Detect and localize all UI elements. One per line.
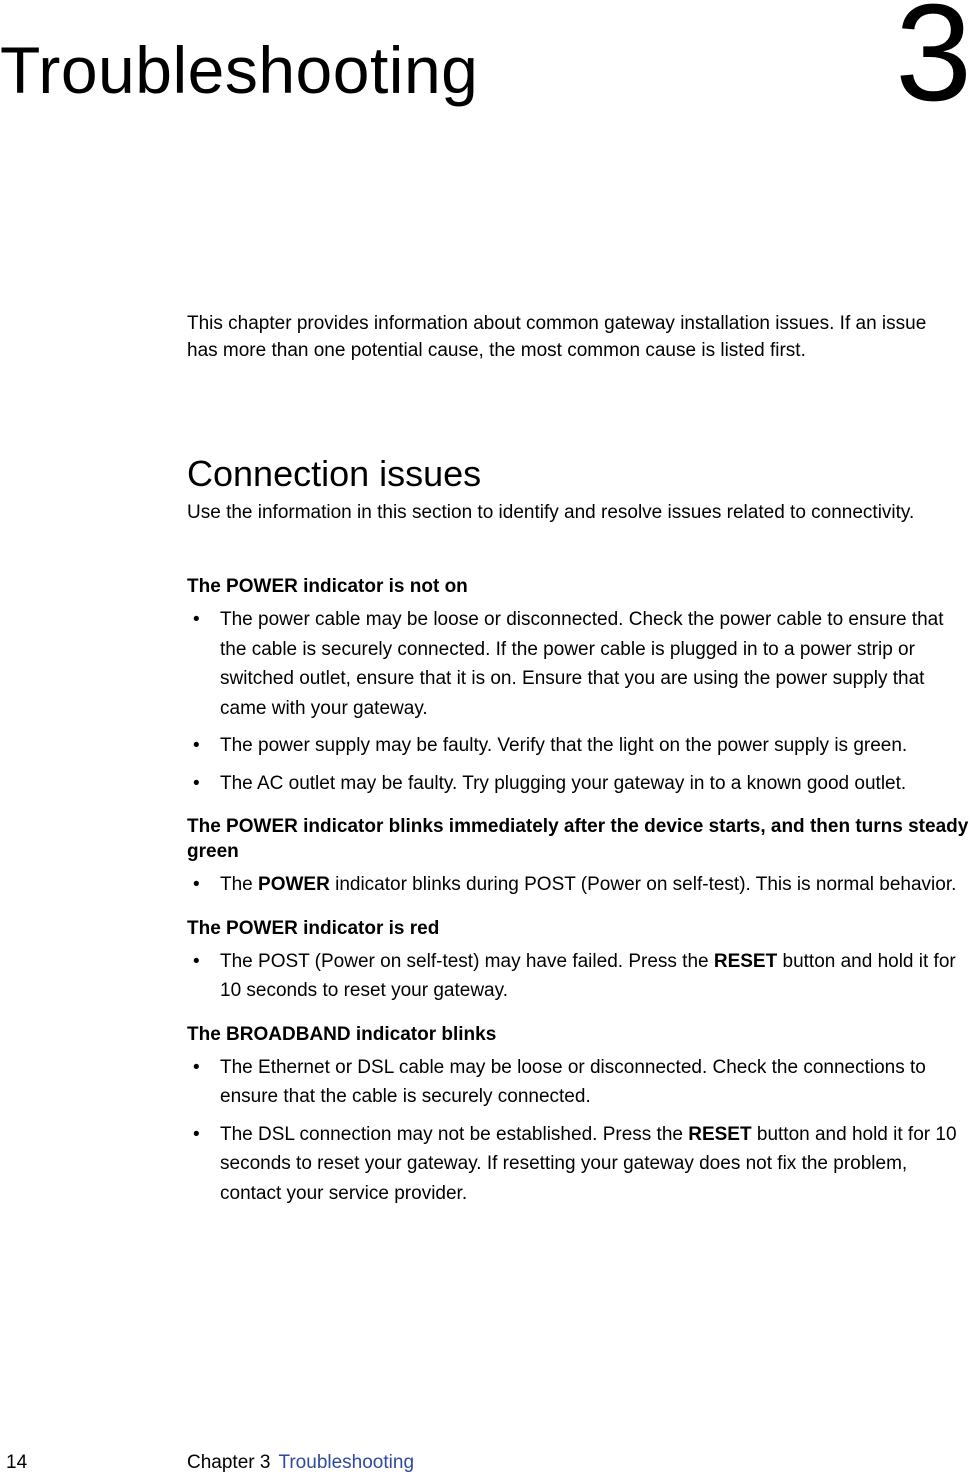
bullet-item [187, 1120, 972, 1209]
bullet-item [187, 731, 972, 761]
bullet-dot-icon: • [193, 1123, 200, 1145]
bullet-dot-icon: • [193, 1056, 200, 1078]
issue-title: The BROADBAND indicator blinks [187, 1023, 497, 1045]
chapter-intro: This chapter provides information about common gateway installation issues. If an issue has more than one potential cause, the most common cause is listed first. [187, 313, 927, 361]
bullet-text: The DSL connection may not be established. Press the [220, 1123, 689, 1145]
bullet-list [187, 605, 972, 798]
bullet-list [187, 947, 972, 1006]
issue-title: The POWER indicator blinks immediately after the device starts, and then turns steady green [187, 816, 969, 862]
section-heading: Connection issues [187, 453, 482, 494]
bullet-dot-icon: • [193, 609, 200, 630]
issue-block [187, 916, 972, 1006]
footer-chapter [187, 1450, 414, 1476]
bullet-list [187, 870, 972, 900]
bullet-dot-icon: • [193, 772, 200, 794]
footer-chapter-link[interactable]: Troubleshooting [278, 1452, 415, 1473]
bullet-text: indicator blinks during POST (Power on self-test). This is normal behavior. [329, 874, 957, 895]
bullet-list [187, 1053, 972, 1209]
issue-title: The POWER indicator is red [187, 917, 440, 939]
issue-list [187, 574, 972, 1224]
bullet-emphasis: RESET [713, 950, 778, 972]
bullet-dot-icon: • [193, 735, 200, 756]
bullet-text: button and hold it for 10 seconds to reset your gateway. If resetting your gateway does not fix the problem, contact your service provider. [220, 1123, 957, 1204]
bullet-item [187, 1053, 972, 1112]
issue-block [187, 574, 972, 798]
bullet-item [187, 769, 972, 799]
issue-block [187, 814, 972, 900]
bullet-emphasis: RESET [688, 1123, 752, 1145]
issue-block [187, 1022, 972, 1209]
chapter-number: 3 [895, 0, 972, 130]
footer-page-number: 14 [6, 1452, 28, 1473]
bullet-text: button and hold it for 10 seconds to reset your gateway. [220, 950, 956, 1001]
bullet-dot-icon: • [193, 874, 200, 895]
bullet-dot-icon: • [193, 950, 200, 972]
bullet-text: The Ethernet or DSL cable may be loose or disconnected. Check the connections to ensure that the cable is securely connected. [220, 1056, 926, 1107]
bullet-item [187, 947, 972, 1006]
bullet-text: The power supply may be faulty. Verify that the light on the power supply is green. [220, 735, 908, 756]
bullet-item [187, 605, 972, 723]
bullet-emphasis: POWER [258, 874, 330, 895]
chapter-title: Troubleshooting [0, 33, 479, 107]
bullet-text: The [220, 874, 259, 895]
bullet-text: The AC outlet may be faulty. Try plugging your gateway in to a known good outlet. [220, 772, 907, 794]
issue-title: The POWER indicator is not on [187, 576, 468, 597]
bullet-item [187, 870, 972, 900]
footer-chapter-label: Chapter 3 [187, 1452, 271, 1473]
bullet-text: The power cable may be loose or disconnected. Check the power cable to ensure that the cable is securely connected. If the power cable is plugged in to a power strip or switched outlet, ensure that it is on. Ensure that you are using the power supply that came with your gateway. [220, 609, 944, 719]
section-intro: Use the information in this section to identify and resolve issues related to connectivity. [187, 502, 915, 523]
bullet-text: The POST (Power on self-test) may have failed. Press the [220, 950, 714, 972]
